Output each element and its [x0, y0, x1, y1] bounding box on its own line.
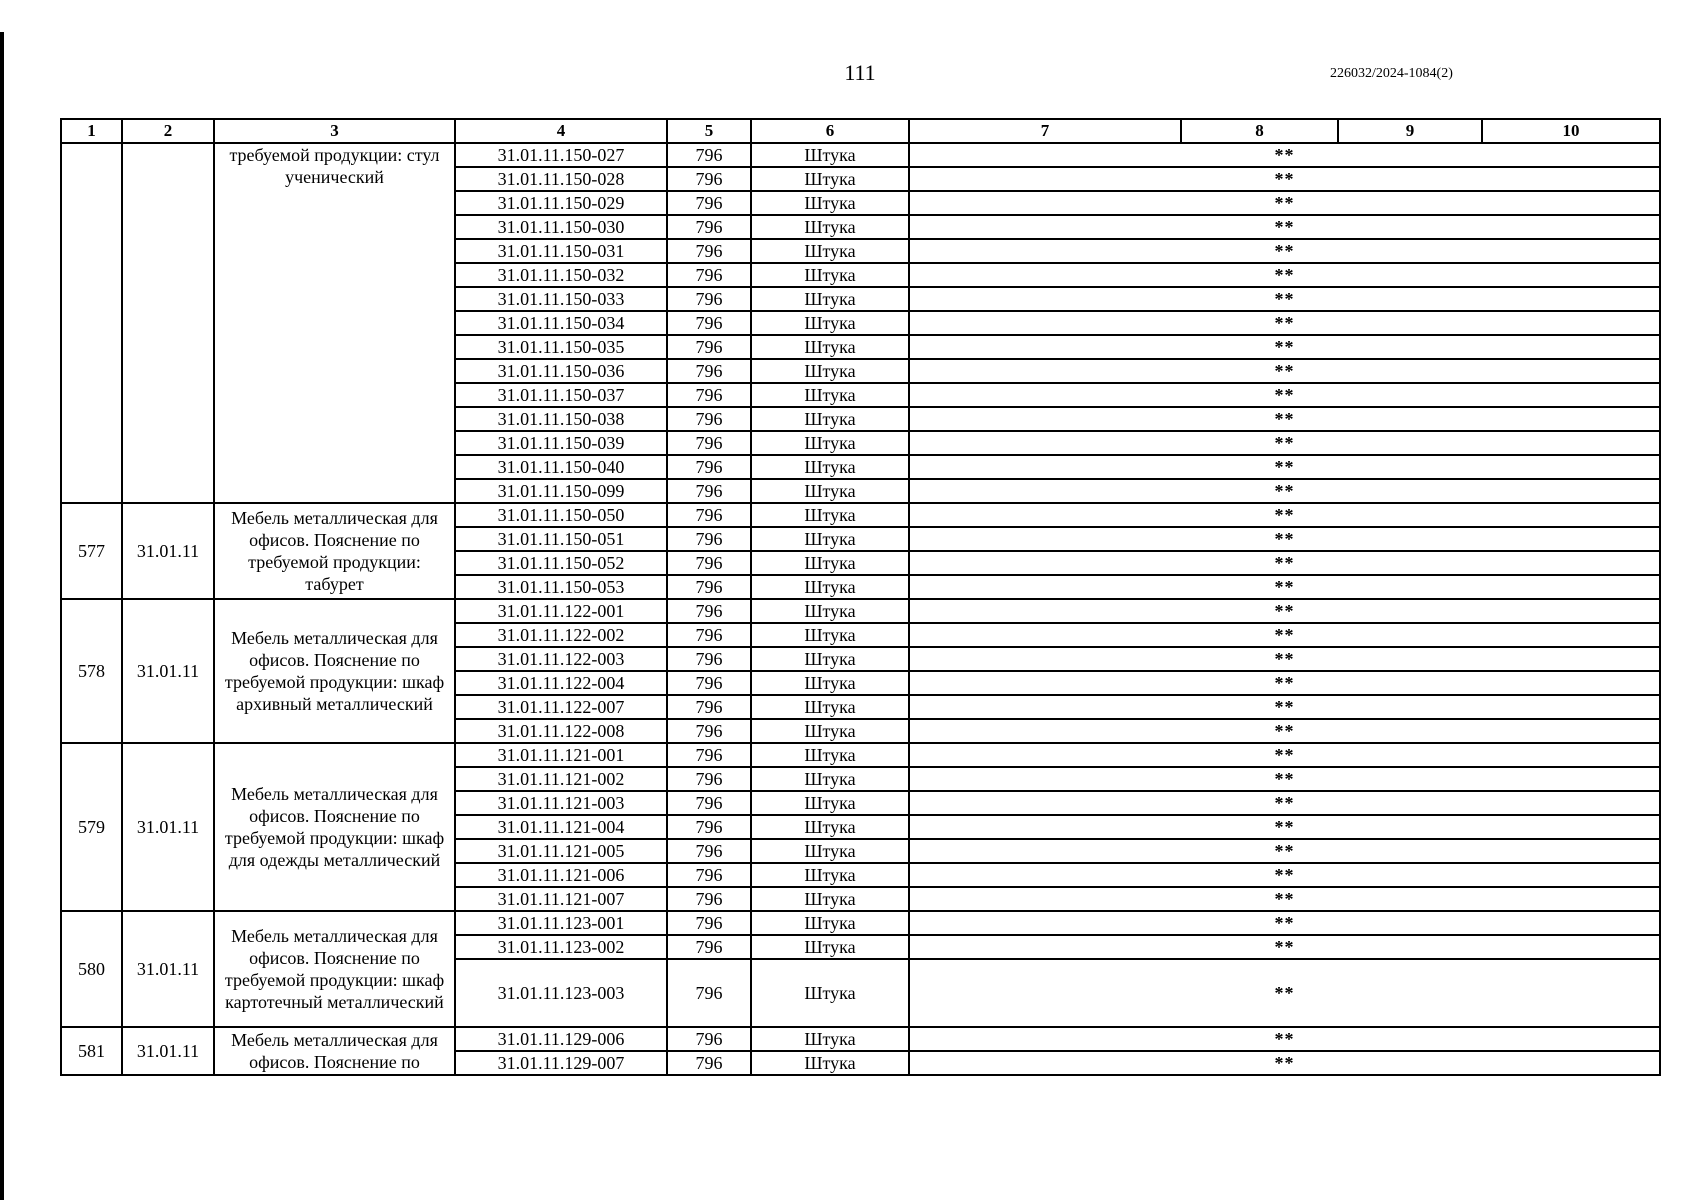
okei-code: 796 — [667, 527, 751, 551]
okei-code: 796 — [667, 1051, 751, 1075]
item-code: 31.01.11.122-002 — [455, 623, 667, 647]
item-code: 31.01.11.150-050 — [455, 503, 667, 527]
note-mark: ** — [909, 1027, 1660, 1051]
table-row — [61, 743, 1660, 767]
okei-code: 796 — [667, 887, 751, 911]
item-code: 31.01.11.121-001 — [455, 743, 667, 767]
item-code: 31.01.11.150-028 — [455, 167, 667, 191]
unit-name: Штука — [751, 431, 909, 455]
okei-code: 796 — [667, 167, 751, 191]
unit-name: Штука — [751, 575, 909, 599]
procurement-table — [60, 118, 1661, 1076]
item-code: 31.01.11.129-006 — [455, 1027, 667, 1051]
okei-code: 796 — [667, 383, 751, 407]
column-header: 2 — [122, 119, 214, 143]
item-code: 31.01.11.122-001 — [455, 599, 667, 623]
item-code: 31.01.11.150-099 — [455, 479, 667, 503]
okei-code: 796 — [667, 215, 751, 239]
note-mark: ** — [909, 287, 1660, 311]
unit-name: Штука — [751, 455, 909, 479]
note-mark: ** — [909, 815, 1660, 839]
note-mark: ** — [909, 599, 1660, 623]
note-mark: ** — [909, 767, 1660, 791]
item-code: 31.01.11.150-040 — [455, 455, 667, 479]
unit-name: Штука — [751, 503, 909, 527]
okei-code: 796 — [667, 647, 751, 671]
column-header: 8 — [1181, 119, 1338, 143]
note-mark: ** — [909, 359, 1660, 383]
item-code: 31.01.11.122-008 — [455, 719, 667, 743]
okei-code: 796 — [667, 743, 751, 767]
okpd-code: 31.01.11 — [122, 1027, 214, 1075]
okei-code: 796 — [667, 623, 751, 647]
okpd-code: 31.01.11 — [122, 911, 214, 1027]
note-mark: ** — [909, 335, 1660, 359]
note-mark: ** — [909, 503, 1660, 527]
okei-code: 796 — [667, 359, 751, 383]
item-code: 31.01.11.122-007 — [455, 695, 667, 719]
okei-code: 796 — [667, 839, 751, 863]
item-code: 31.01.11.150-053 — [455, 575, 667, 599]
okei-code: 796 — [667, 863, 751, 887]
item-code: 31.01.11.129-007 — [455, 1051, 667, 1075]
okpd-code: 31.01.11 — [122, 503, 214, 599]
unit-name: Штука — [751, 815, 909, 839]
column-header: 5 — [667, 119, 751, 143]
page-number: 111 — [844, 60, 876, 85]
column-header: 3 — [214, 119, 455, 143]
note-mark: ** — [909, 143, 1660, 167]
column-header: 9 — [1338, 119, 1482, 143]
scan-edge-bar — [0, 32, 4, 1200]
item-code: 31.01.11.122-004 — [455, 671, 667, 695]
unit-name: Штука — [751, 743, 909, 767]
unit-name: Штука — [751, 1027, 909, 1051]
note-mark: ** — [909, 647, 1660, 671]
unit-name: Штука — [751, 887, 909, 911]
unit-name: Штука — [751, 719, 909, 743]
note-mark: ** — [909, 959, 1660, 1027]
note-mark: ** — [909, 479, 1660, 503]
okei-code: 796 — [667, 479, 751, 503]
okpd-code: 31.01.11 — [122, 599, 214, 743]
okei-code: 796 — [667, 935, 751, 959]
unit-name: Штука — [751, 335, 909, 359]
unit-name: Штука — [751, 1051, 909, 1075]
note-mark: ** — [909, 911, 1660, 935]
unit-name: Штука — [751, 647, 909, 671]
okei-code: 796 — [667, 911, 751, 935]
note-mark: ** — [909, 743, 1660, 767]
item-code: 31.01.11.150-052 — [455, 551, 667, 575]
note-mark: ** — [909, 551, 1660, 575]
header-row — [61, 119, 1660, 143]
unit-name: Штука — [751, 263, 909, 287]
okei-code: 796 — [667, 671, 751, 695]
note-mark: ** — [909, 239, 1660, 263]
unit-name: Штука — [751, 167, 909, 191]
unit-name: Штука — [751, 695, 909, 719]
item-code: 31.01.11.150-035 — [455, 335, 667, 359]
item-code: 31.01.11.150-036 — [455, 359, 667, 383]
document-id: 226032/2024-1084(2) — [1330, 66, 1453, 81]
item-code: 31.01.11.150-037 — [455, 383, 667, 407]
unit-name: Штука — [751, 215, 909, 239]
item-code: 31.01.11.150-031 — [455, 239, 667, 263]
okei-code: 796 — [667, 599, 751, 623]
item-number: 577 — [61, 503, 122, 599]
okei-code: 796 — [667, 695, 751, 719]
item-code: 31.01.11.123-003 — [455, 959, 667, 1027]
table-row — [61, 143, 1660, 167]
item-description: Мебель металлическая для офисов. Пояснение по — [214, 1027, 455, 1075]
note-mark: ** — [909, 623, 1660, 647]
item-code: 31.01.11.123-002 — [455, 935, 667, 959]
note-mark: ** — [909, 863, 1660, 887]
okei-code: 796 — [667, 311, 751, 335]
note-mark: ** — [909, 695, 1660, 719]
note-mark: ** — [909, 455, 1660, 479]
note-mark: ** — [909, 167, 1660, 191]
note-mark: ** — [909, 191, 1660, 215]
item-description: требуемой продукции: стул ученический — [214, 143, 455, 503]
unit-name: Штука — [751, 143, 909, 167]
unit-name: Штука — [751, 359, 909, 383]
item-code: 31.01.11.150-039 — [455, 431, 667, 455]
item-description: Мебель металлическая для офисов. Пояснение по требуемой продукции: табурет — [214, 503, 455, 599]
unit-name: Штука — [751, 599, 909, 623]
unit-name: Штука — [751, 191, 909, 215]
okei-code: 796 — [667, 239, 751, 263]
note-mark: ** — [909, 431, 1660, 455]
item-code: 31.01.11.150-029 — [455, 191, 667, 215]
note-mark: ** — [909, 575, 1660, 599]
note-mark: ** — [909, 407, 1660, 431]
okpd-code: 31.01.11 — [122, 743, 214, 911]
unit-name: Штука — [751, 959, 909, 1027]
okei-code: 796 — [667, 263, 751, 287]
okei-code: 796 — [667, 431, 751, 455]
unit-name: Штука — [751, 383, 909, 407]
item-code: 31.01.11.150-051 — [455, 527, 667, 551]
item-code: 31.01.11.121-003 — [455, 791, 667, 815]
table-row — [61, 1027, 1660, 1051]
okei-code: 796 — [667, 575, 751, 599]
item-description: Мебель металлическая для офисов. Пояснение по требуемой продукции: шкаф картотечный металлический — [214, 911, 455, 1027]
item-number: 581 — [61, 1027, 122, 1075]
column-header: 7 — [909, 119, 1181, 143]
note-mark: ** — [909, 719, 1660, 743]
okei-code: 796 — [667, 551, 751, 575]
note-mark: ** — [909, 791, 1660, 815]
item-code: 31.01.11.121-004 — [455, 815, 667, 839]
note-mark: ** — [909, 839, 1660, 863]
unit-name: Штука — [751, 671, 909, 695]
unit-name: Штука — [751, 287, 909, 311]
okei-code: 796 — [667, 815, 751, 839]
item-code: 31.01.11.150-033 — [455, 287, 667, 311]
table-row — [61, 911, 1660, 935]
unit-name: Штука — [751, 935, 909, 959]
okei-code: 796 — [667, 767, 751, 791]
item-description: Мебель металлическая для офисов. Пояснение по требуемой продукции: шкаф архивный металлический — [214, 599, 455, 743]
unit-name: Штука — [751, 863, 909, 887]
okei-code: 796 — [667, 719, 751, 743]
table-row — [61, 599, 1660, 623]
okei-code: 796 — [667, 191, 751, 215]
unit-name: Штука — [751, 791, 909, 815]
item-code: 31.01.11.121-002 — [455, 767, 667, 791]
note-mark: ** — [909, 383, 1660, 407]
note-mark: ** — [909, 527, 1660, 551]
okei-code: 796 — [667, 503, 751, 527]
unit-name: Штука — [751, 239, 909, 263]
unit-name: Штука — [751, 311, 909, 335]
item-code: 31.01.11.150-038 — [455, 407, 667, 431]
item-number: 579 — [61, 743, 122, 911]
unit-name: Штука — [751, 551, 909, 575]
okei-code: 796 — [667, 335, 751, 359]
item-code: 31.01.11.121-007 — [455, 887, 667, 911]
note-mark: ** — [909, 263, 1660, 287]
note-mark: ** — [909, 1051, 1660, 1075]
column-header: 10 — [1482, 119, 1660, 143]
item-number: 580 — [61, 911, 122, 1027]
unit-name: Штука — [751, 911, 909, 935]
item-number: 578 — [61, 599, 122, 743]
item-code: 31.01.11.150-030 — [455, 215, 667, 239]
okei-code: 796 — [667, 455, 751, 479]
unit-name: Штука — [751, 767, 909, 791]
note-mark: ** — [909, 935, 1660, 959]
okei-code: 796 — [667, 1027, 751, 1051]
column-header: 4 — [455, 119, 667, 143]
note-mark: ** — [909, 671, 1660, 695]
item-code: 31.01.11.150-034 — [455, 311, 667, 335]
column-header: 1 — [61, 119, 122, 143]
table-row — [61, 503, 1660, 527]
unit-name: Штука — [751, 623, 909, 647]
item-code: 31.01.11.122-003 — [455, 647, 667, 671]
unit-name: Штука — [751, 839, 909, 863]
column-header: 6 — [751, 119, 909, 143]
item-code: 31.01.11.150-027 — [455, 143, 667, 167]
okei-code: 796 — [667, 407, 751, 431]
okpd-code — [122, 143, 214, 503]
item-code: 31.01.11.150-032 — [455, 263, 667, 287]
okei-code: 796 — [667, 287, 751, 311]
okei-code: 796 — [667, 959, 751, 1027]
item-description: Мебель металлическая для офисов. Пояснение по требуемой продукции: шкаф для одежды металлический — [214, 743, 455, 911]
item-code: 31.01.11.121-006 — [455, 863, 667, 887]
note-mark: ** — [909, 215, 1660, 239]
okei-code: 796 — [667, 791, 751, 815]
unit-name: Штука — [751, 479, 909, 503]
unit-name: Штука — [751, 407, 909, 431]
note-mark: ** — [909, 887, 1660, 911]
note-mark: ** — [909, 311, 1660, 335]
okei-code: 796 — [667, 143, 751, 167]
unit-name: Штука — [751, 527, 909, 551]
item-number — [61, 143, 122, 503]
item-code: 31.01.11.123-001 — [455, 911, 667, 935]
item-code: 31.01.11.121-005 — [455, 839, 667, 863]
